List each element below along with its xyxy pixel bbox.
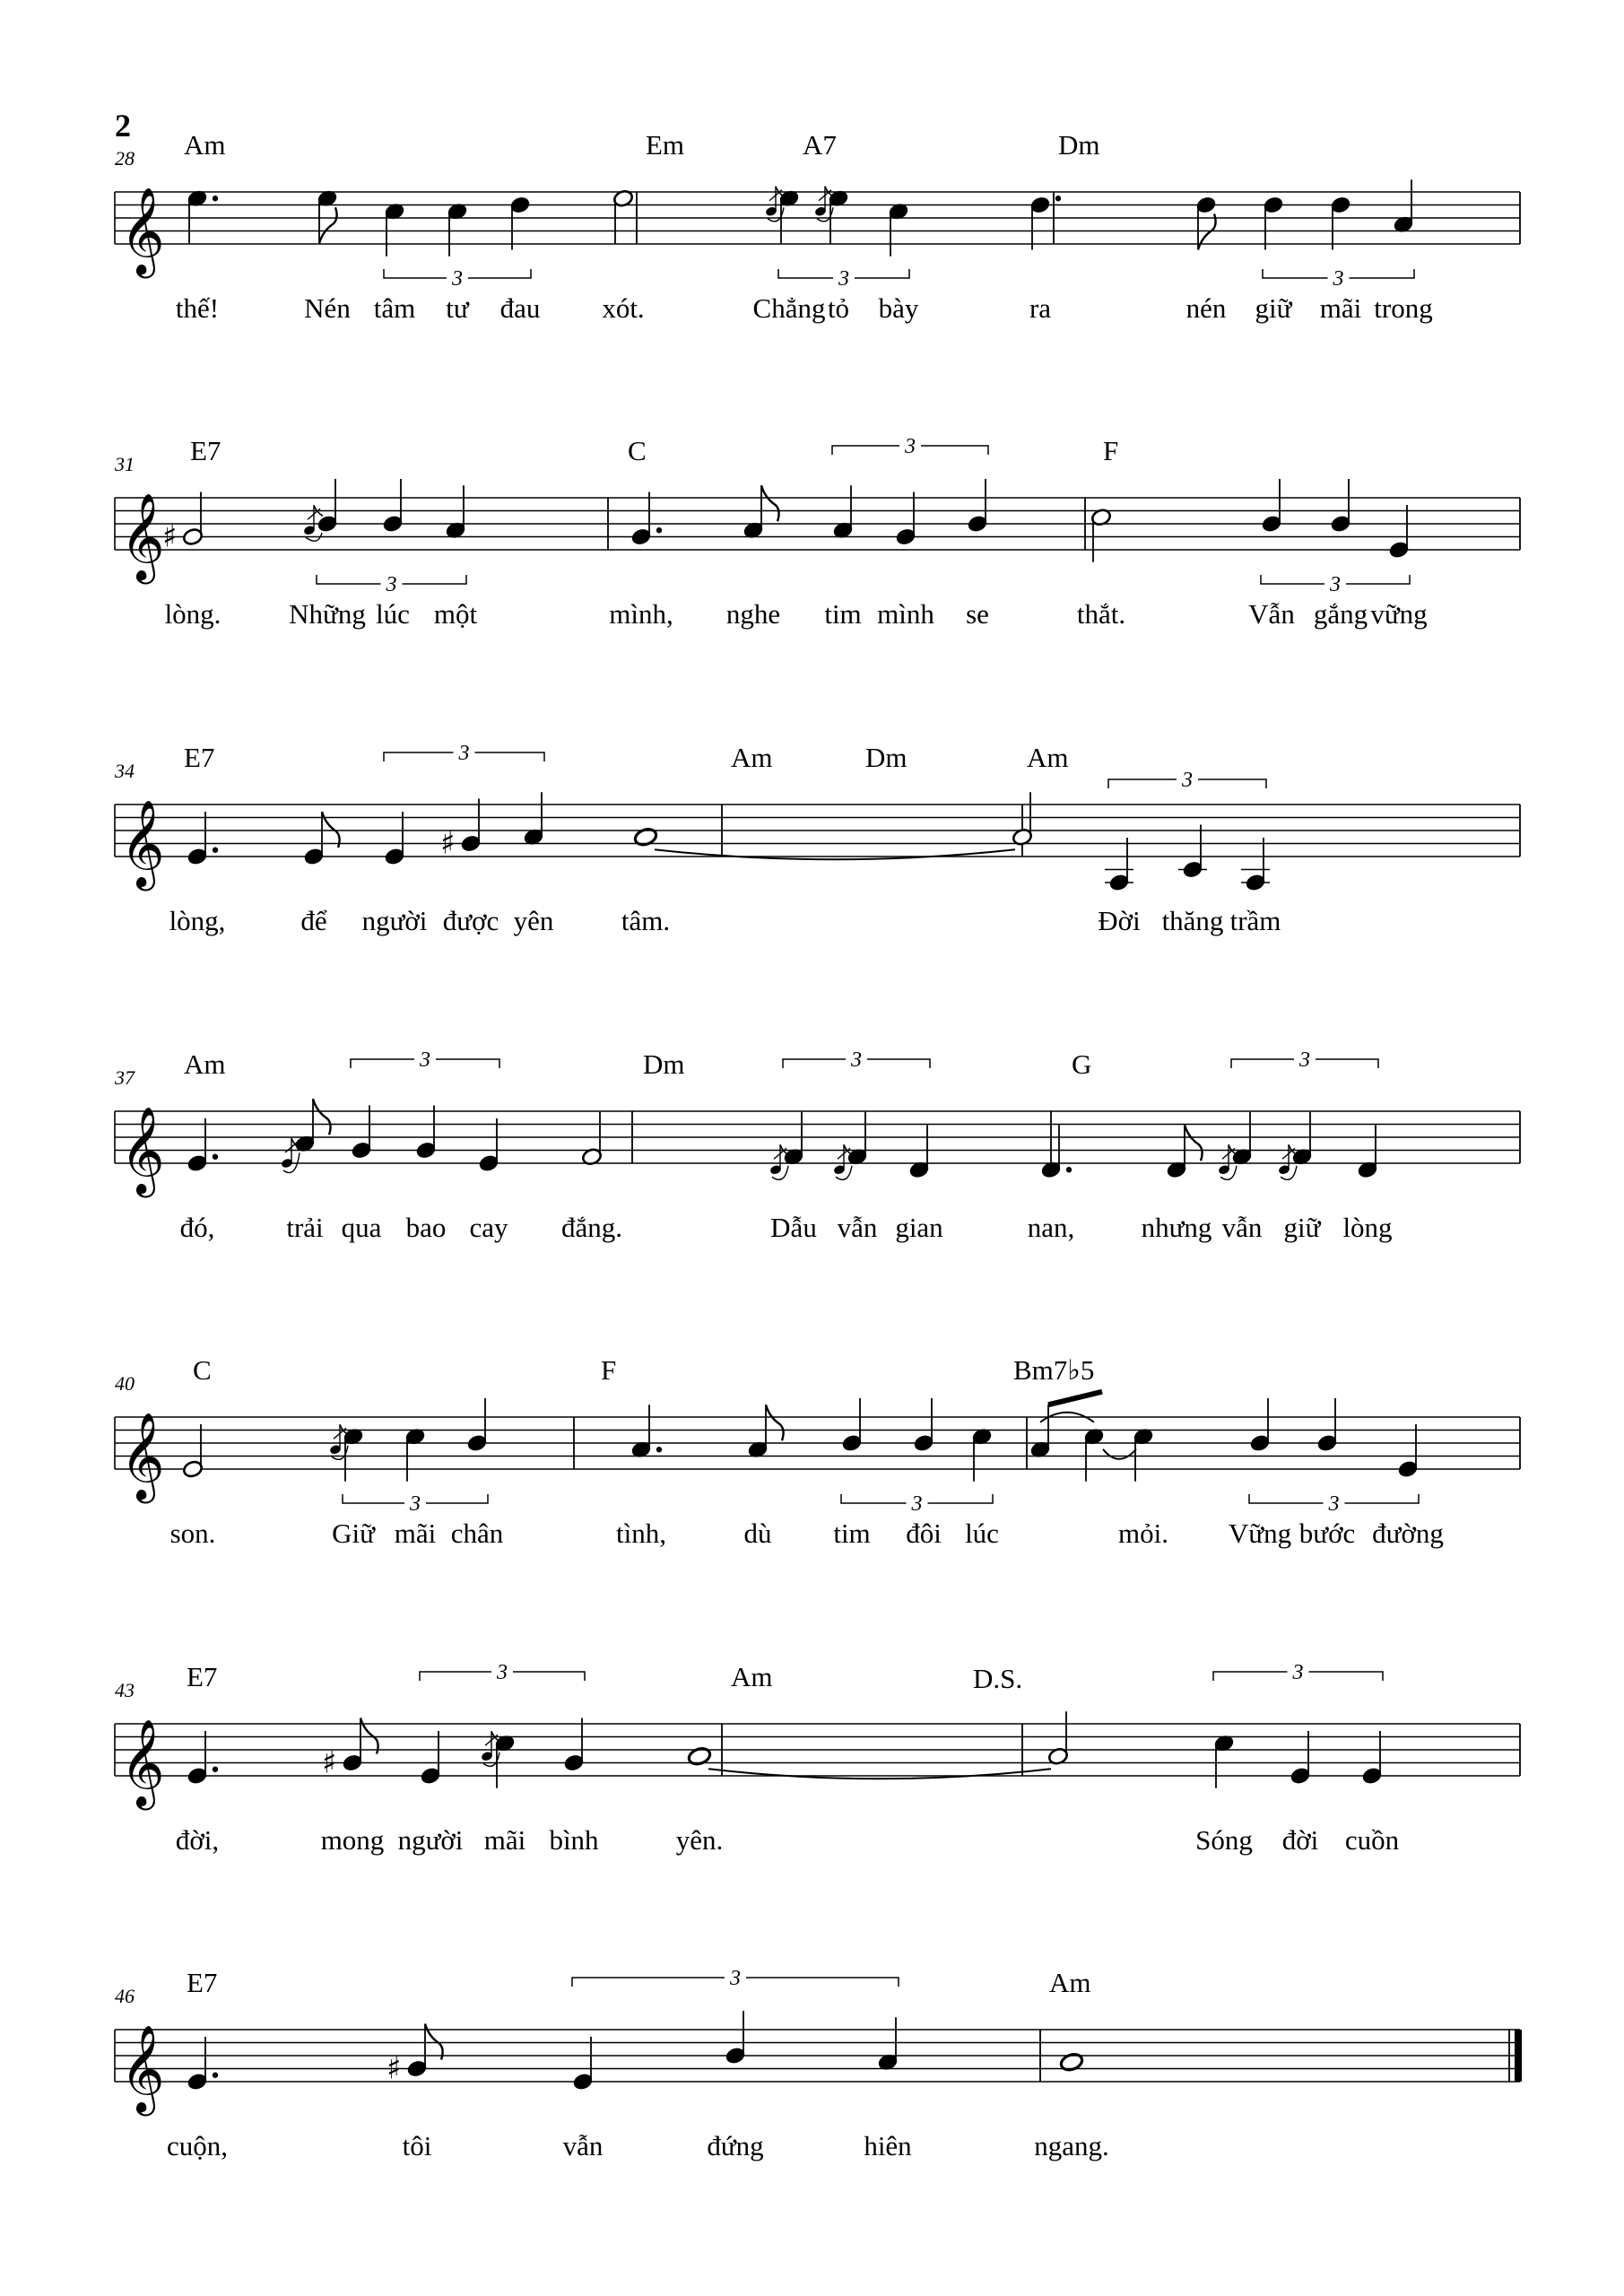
whole-note-head bbox=[633, 827, 658, 848]
measure-number: 34 bbox=[115, 760, 135, 782]
lyric-syllable: thắt. bbox=[1076, 598, 1126, 630]
tie bbox=[655, 849, 1015, 859]
lyric-syllable: Giữ bbox=[332, 1518, 375, 1549]
tuplet-bracket bbox=[1261, 573, 1410, 596]
augmentation-dot bbox=[213, 848, 218, 853]
lyric-syllable: lòng. bbox=[164, 598, 221, 630]
tuplet-bracket-right bbox=[921, 446, 988, 455]
eighth-flag-icon bbox=[766, 1405, 784, 1440]
measure-number: 40 bbox=[115, 1372, 135, 1395]
lyric-syllable: đời bbox=[1281, 1824, 1319, 1856]
beam bbox=[1048, 1392, 1102, 1405]
lyric-syllable: thế! bbox=[175, 292, 220, 324]
lyric-syllable: ngang. bbox=[1034, 2130, 1109, 2161]
lyric-syllable: nhưng bbox=[1141, 1212, 1212, 1243]
chord-symbol: C bbox=[628, 435, 647, 466]
lyric-syllable: tim bbox=[824, 598, 862, 630]
note bbox=[406, 1106, 447, 1244]
lyric-syllable: vẫn bbox=[837, 1212, 878, 1243]
note bbox=[561, 1112, 622, 1243]
tuplet-number: 3 bbox=[1328, 1492, 1340, 1516]
lyric-syllable: dù bbox=[743, 1518, 772, 1549]
note bbox=[1029, 196, 1061, 324]
note bbox=[1162, 825, 1224, 937]
treble-clef-icon: 𝄞 bbox=[120, 1412, 165, 1500]
lyric-syllable: tình, bbox=[616, 1518, 666, 1549]
tuplet-bracket-right bbox=[403, 575, 467, 584]
tuplet-number: 3 bbox=[452, 267, 463, 291]
lyric-syllable: trải bbox=[286, 1212, 324, 1243]
note bbox=[440, 799, 499, 937]
lyric-syllable: tâm. bbox=[621, 905, 671, 936]
lyric-syllable: bao bbox=[405, 1212, 447, 1243]
lyric-syllable: giữ bbox=[1283, 1212, 1321, 1243]
measure-number: 28 bbox=[115, 147, 135, 170]
note bbox=[1314, 479, 1368, 630]
sharp-icon: ♯ bbox=[440, 825, 456, 862]
lyric-syllable: mong bbox=[320, 1824, 385, 1856]
lyric-syllable: cuộn, bbox=[166, 2130, 229, 2161]
tuplet-bracket-left bbox=[1263, 269, 1328, 278]
tuplet-bracket-right bbox=[513, 1672, 585, 1681]
note bbox=[321, 1718, 385, 1857]
tuplet-bracket bbox=[384, 742, 544, 765]
note bbox=[833, 1398, 870, 1549]
note bbox=[376, 479, 410, 630]
note bbox=[769, 1112, 817, 1243]
sharp-icon: ♯ bbox=[322, 1744, 337, 1781]
systems bbox=[114, 129, 1522, 2161]
note bbox=[965, 1427, 999, 1549]
tuplet-bracket-left bbox=[317, 575, 381, 584]
tuplet-bracket-left bbox=[832, 446, 899, 455]
lyric-syllable: đó, bbox=[179, 1212, 215, 1243]
tuplet-bracket bbox=[778, 267, 909, 291]
lyric-syllable: mãi bbox=[1319, 292, 1362, 324]
note bbox=[1320, 196, 1362, 324]
treble-clef-icon: 𝄞 bbox=[120, 1718, 165, 1806]
lyric-syllable: son. bbox=[169, 1518, 216, 1549]
lyric-syllable: vẫn bbox=[1221, 1212, 1263, 1243]
measure-number: 37 bbox=[115, 1066, 135, 1089]
chord-symbol: A7 bbox=[803, 129, 837, 161]
lyric-syllable: đời, bbox=[175, 1824, 220, 1856]
note bbox=[906, 1398, 942, 1549]
eighth-flag-icon bbox=[761, 485, 779, 521]
lyric-syllable: Nén bbox=[304, 292, 351, 324]
treble-clef-icon: 𝄞 bbox=[120, 187, 165, 274]
note bbox=[500, 196, 541, 324]
augmentation-dot bbox=[213, 1767, 218, 1772]
note bbox=[602, 189, 644, 324]
lyric-syllable: đứng bbox=[707, 2130, 764, 2161]
tuplet-number: 3 bbox=[1182, 769, 1193, 792]
tuplet-bracket bbox=[1231, 1048, 1378, 1072]
tuplet-number: 3 bbox=[1299, 1048, 1310, 1072]
tuplet-bracket-right bbox=[426, 1494, 488, 1503]
lyric-syllable: nén bbox=[1185, 292, 1227, 324]
staff-system bbox=[115, 129, 1520, 324]
treble-clef-icon: 𝄞 bbox=[120, 799, 165, 887]
lyric-syllable: mỏi. bbox=[1118, 1518, 1168, 1549]
note bbox=[386, 2024, 443, 2162]
note bbox=[707, 2011, 763, 2161]
chord-symbol: E7 bbox=[187, 1967, 218, 1998]
tuplet-bracket-left bbox=[572, 1978, 725, 1987]
tuplet-bracket bbox=[1263, 267, 1414, 291]
chord-symbol: Am bbox=[1027, 742, 1069, 773]
note bbox=[374, 202, 416, 324]
lyric-syllable: gian bbox=[895, 1212, 943, 1243]
note bbox=[434, 485, 478, 630]
tuplet-bracket bbox=[1213, 1661, 1383, 1684]
note bbox=[609, 492, 673, 631]
treble-clef-icon: 𝄞 bbox=[120, 492, 165, 580]
augmentation-dot bbox=[656, 527, 662, 533]
note bbox=[304, 189, 351, 324]
sharp-icon: ♯ bbox=[162, 518, 178, 555]
tuplet-bracket bbox=[343, 1492, 488, 1516]
lyric-syllable: Chẳng bbox=[752, 292, 826, 324]
note bbox=[1230, 838, 1281, 936]
tuplet-number: 3 bbox=[410, 1492, 421, 1516]
lyric-syllable: Dẫu bbox=[770, 1212, 817, 1243]
tuplet-bracket-right bbox=[1345, 1494, 1420, 1503]
tuplet-bracket-right bbox=[1316, 1059, 1378, 1068]
chord-symbol: Am bbox=[184, 129, 226, 161]
lyric-syllable: gắng bbox=[1313, 598, 1368, 630]
measure-number: 31 bbox=[115, 453, 135, 475]
lyric-syllable: se bbox=[966, 598, 989, 630]
lyric-syllable: bình bbox=[549, 1824, 599, 1856]
tuplet-bracket-right bbox=[855, 269, 909, 278]
note bbox=[162, 492, 221, 631]
note bbox=[877, 492, 934, 631]
lyric-syllable: người bbox=[397, 1824, 464, 1856]
tuplet-number: 3 bbox=[497, 1661, 508, 1684]
tuplet-bracket bbox=[832, 435, 988, 458]
tuplet-bracket-left bbox=[384, 269, 447, 278]
note bbox=[514, 792, 554, 936]
tie bbox=[1103, 1449, 1136, 1459]
lyric-syllable: bày bbox=[878, 292, 919, 324]
staff-system bbox=[115, 1354, 1520, 1549]
tuplet-bracket bbox=[1108, 769, 1266, 792]
note bbox=[616, 1405, 666, 1549]
lyric-syllable: lòng, bbox=[169, 905, 226, 936]
lyric-syllable: đôi bbox=[906, 1518, 942, 1549]
tuplet-bracket-left bbox=[783, 1059, 846, 1068]
lyric-syllable: giữ bbox=[1255, 292, 1292, 324]
tuplet-number: 3 bbox=[911, 1492, 923, 1516]
chord-symbol: E7 bbox=[187, 1661, 218, 1692]
dal-segno-marking: D.S. bbox=[973, 1663, 1023, 1694]
note bbox=[1342, 1125, 1392, 1243]
lyric-syllable: cay bbox=[469, 1212, 508, 1243]
staff-system bbox=[115, 1661, 1520, 1856]
note bbox=[726, 485, 780, 630]
lyric-syllable: lúc bbox=[376, 598, 410, 630]
chord-symbol: E7 bbox=[184, 742, 215, 773]
measure-number: 43 bbox=[115, 1679, 135, 1701]
lyric-syllable: mình, bbox=[609, 598, 673, 630]
tuplet-bracket bbox=[841, 1492, 993, 1516]
eighth-flag-icon bbox=[1185, 1125, 1203, 1161]
note bbox=[1195, 1734, 1253, 1856]
tuplet-bracket bbox=[317, 573, 466, 596]
tuplet-bracket-left bbox=[384, 752, 454, 761]
note bbox=[1229, 1398, 1291, 1549]
note bbox=[1142, 1125, 1212, 1243]
note bbox=[1098, 838, 1141, 936]
note bbox=[753, 187, 826, 324]
lyric-syllable: mình bbox=[877, 598, 934, 630]
lyric-syllable: hiên bbox=[864, 2130, 912, 2161]
lyric-syllable: bước bbox=[1298, 1518, 1356, 1549]
tuplet-bracket-right bbox=[468, 269, 531, 278]
note bbox=[281, 1099, 331, 1243]
tuplet-bracket-right bbox=[436, 1059, 499, 1068]
tuplet-number: 3 bbox=[851, 1048, 862, 1072]
tuplet-bracket bbox=[420, 1661, 585, 1684]
lyric-syllable: tim bbox=[833, 1518, 871, 1549]
note bbox=[864, 2017, 912, 2161]
tuplet-number: 3 bbox=[905, 435, 916, 458]
augmentation-dot bbox=[213, 196, 218, 201]
measure-number: 46 bbox=[115, 1985, 135, 2007]
augmentation-dot bbox=[213, 1154, 218, 1160]
tuplet-bracket-left bbox=[420, 1672, 491, 1681]
tuplet-number: 3 bbox=[1292, 1661, 1304, 1684]
note bbox=[451, 1398, 504, 1549]
lyric-syllable: Đời bbox=[1098, 905, 1141, 936]
chord-symbol: Am bbox=[731, 1661, 773, 1692]
lyric-syllable: lúc bbox=[965, 1518, 999, 1549]
staff-system bbox=[115, 1967, 1522, 2161]
note bbox=[446, 202, 470, 324]
chord-symbol: F bbox=[1103, 435, 1119, 466]
eighth-flag-icon bbox=[313, 1099, 331, 1135]
lyric-syllable: đắng. bbox=[560, 1212, 623, 1243]
lyric-syllable: cuồn bbox=[1344, 1824, 1400, 1856]
sharp-icon: ♯ bbox=[386, 2050, 402, 2087]
note bbox=[1047, 1711, 1069, 1766]
lyric-syllable: Vẫn bbox=[1248, 598, 1295, 630]
tuplet-bracket bbox=[783, 1048, 930, 1072]
tuplet-bracket bbox=[1249, 1492, 1419, 1516]
chord-symbol: Em bbox=[646, 129, 685, 161]
lyric-syllable: tôi bbox=[402, 2130, 432, 2161]
tuplet-number: 3 bbox=[838, 267, 849, 291]
note bbox=[342, 1106, 382, 1244]
chord-symbol: Dm bbox=[643, 1048, 685, 1080]
lyric-syllable: mãi bbox=[483, 1824, 526, 1856]
note bbox=[549, 1718, 599, 1857]
final-barline-thick bbox=[1515, 2030, 1522, 2082]
chord-symbol: Am bbox=[184, 1048, 226, 1080]
chord-symbol: Bm7♭5 bbox=[1013, 1354, 1095, 1386]
augmentation-dot bbox=[1066, 1167, 1072, 1172]
note bbox=[395, 1427, 437, 1549]
lyric-syllable: vững bbox=[1370, 598, 1428, 630]
tuplet-bracket-right bbox=[867, 1059, 930, 1068]
note bbox=[1083, 1427, 1105, 1482]
tuplet-bracket-right bbox=[1350, 269, 1415, 278]
tuplet-bracket-right bbox=[928, 1494, 994, 1503]
tuplet-bracket bbox=[384, 267, 531, 291]
lyric-syllable: nan, bbox=[1027, 1212, 1075, 1243]
note bbox=[1278, 1112, 1322, 1243]
lyric-syllable: tỏ bbox=[827, 292, 850, 324]
tuplet-bracket-right bbox=[1309, 1672, 1384, 1681]
note bbox=[966, 479, 989, 630]
lyric-syllable: Những bbox=[289, 598, 366, 630]
staff-system bbox=[114, 742, 1520, 936]
note bbox=[833, 1112, 878, 1243]
lyric-syllable: một bbox=[433, 598, 478, 630]
tuplet-bracket-left bbox=[1261, 575, 1324, 584]
treble-clef-icon: 𝄞 bbox=[120, 2024, 165, 2112]
lyric-syllable: trầm bbox=[1229, 905, 1281, 936]
lyric-syllable: đường bbox=[1372, 1518, 1444, 1549]
note bbox=[1186, 196, 1227, 324]
note bbox=[1077, 508, 1125, 630]
tuplet-bracket-left bbox=[1231, 1059, 1294, 1068]
lyric-syllable: xót. bbox=[602, 292, 645, 324]
tuplet-bracket-left bbox=[343, 1494, 404, 1503]
augmentation-dot bbox=[1055, 196, 1061, 201]
tuplet-bracket-left bbox=[1213, 1672, 1288, 1681]
lyric-syllable: tư bbox=[446, 292, 469, 324]
note bbox=[744, 1405, 784, 1549]
note bbox=[1299, 1398, 1355, 1549]
lyric-syllable: nghe bbox=[725, 598, 781, 630]
note bbox=[1374, 179, 1432, 324]
tuplet-bracket-left bbox=[351, 1059, 414, 1068]
chord-symbol: C bbox=[193, 1354, 212, 1386]
staff-system bbox=[114, 435, 1520, 630]
tuplet-bracket-left bbox=[841, 1494, 907, 1503]
note bbox=[824, 485, 861, 630]
whole-note-head bbox=[687, 1746, 712, 1767]
lyric-syllable: yên bbox=[513, 905, 554, 936]
lyric-syllable: qua bbox=[341, 1212, 382, 1243]
staff-system bbox=[114, 1048, 1520, 1243]
tuplet-bracket-right bbox=[746, 1978, 899, 1987]
lyric-syllable: lòng bbox=[1342, 1212, 1393, 1243]
chord-symbol: Dm bbox=[865, 742, 908, 773]
lyric-syllable: chân bbox=[450, 1518, 504, 1549]
note bbox=[176, 189, 219, 324]
lyric-syllable: tâm bbox=[373, 292, 416, 324]
tuplet-number: 3 bbox=[386, 573, 397, 596]
tuplet-number: 3 bbox=[420, 1048, 430, 1072]
treble-clef-icon: 𝄞 bbox=[120, 1106, 165, 1194]
lyric-syllable: ra bbox=[1029, 292, 1052, 324]
tie bbox=[708, 1769, 1051, 1779]
tuplet-bracket-right bbox=[1346, 575, 1410, 584]
note bbox=[289, 479, 366, 630]
note bbox=[1118, 1427, 1168, 1549]
lyric-syllable: được bbox=[442, 905, 499, 936]
augmentation-dot bbox=[213, 2073, 218, 2078]
note bbox=[879, 202, 919, 324]
lyric-syllable: người bbox=[361, 905, 428, 936]
tuplet-bracket bbox=[572, 1967, 899, 1990]
lyric-syllable: vẫn bbox=[562, 2130, 604, 2161]
lyric-syllable: thăng bbox=[1161, 905, 1224, 936]
tuplet-bracket-left bbox=[778, 269, 833, 278]
chord-symbol: G bbox=[1072, 1048, 1092, 1080]
note bbox=[1255, 196, 1293, 324]
note bbox=[895, 1125, 943, 1243]
tuplet-bracket bbox=[351, 1048, 499, 1072]
tuplet-bracket-left bbox=[1249, 1494, 1324, 1503]
tuplet-number: 3 bbox=[1330, 573, 1341, 596]
lyric-syllable: Sóng bbox=[1195, 1824, 1253, 1856]
augmentation-dot bbox=[656, 1447, 662, 1452]
note bbox=[1248, 479, 1295, 630]
chord-symbol: Am bbox=[1049, 1967, 1091, 1998]
lyric-syllable: yên. bbox=[675, 1824, 724, 1856]
chord-symbol: Am bbox=[731, 742, 773, 773]
eighth-flag-icon bbox=[319, 207, 337, 243]
tuplet-number: 3 bbox=[730, 1967, 741, 1990]
tuplet-bracket-right bbox=[475, 752, 545, 761]
chord-symbol: Dm bbox=[1058, 129, 1100, 161]
lyric-syllable: đau bbox=[499, 292, 541, 324]
tuplet-number: 3 bbox=[458, 742, 470, 765]
page-number: 2 bbox=[115, 108, 131, 144]
lyric-syllable: Vững bbox=[1228, 1518, 1292, 1549]
tuplet-bracket-right bbox=[1198, 779, 1266, 788]
tuplet-bracket-left bbox=[1108, 779, 1177, 788]
whole-note-head bbox=[1059, 2052, 1084, 2073]
lyric-syllable: trong bbox=[1374, 292, 1433, 324]
chord-symbol: F bbox=[601, 1354, 617, 1386]
chord-symbol: E7 bbox=[190, 435, 221, 466]
tuplet-number: 3 bbox=[1333, 267, 1344, 291]
note bbox=[1218, 1112, 1263, 1243]
lyric-syllable: để bbox=[300, 905, 327, 936]
lyric-syllable: mãi bbox=[394, 1518, 437, 1549]
note bbox=[1029, 1405, 1051, 1459]
